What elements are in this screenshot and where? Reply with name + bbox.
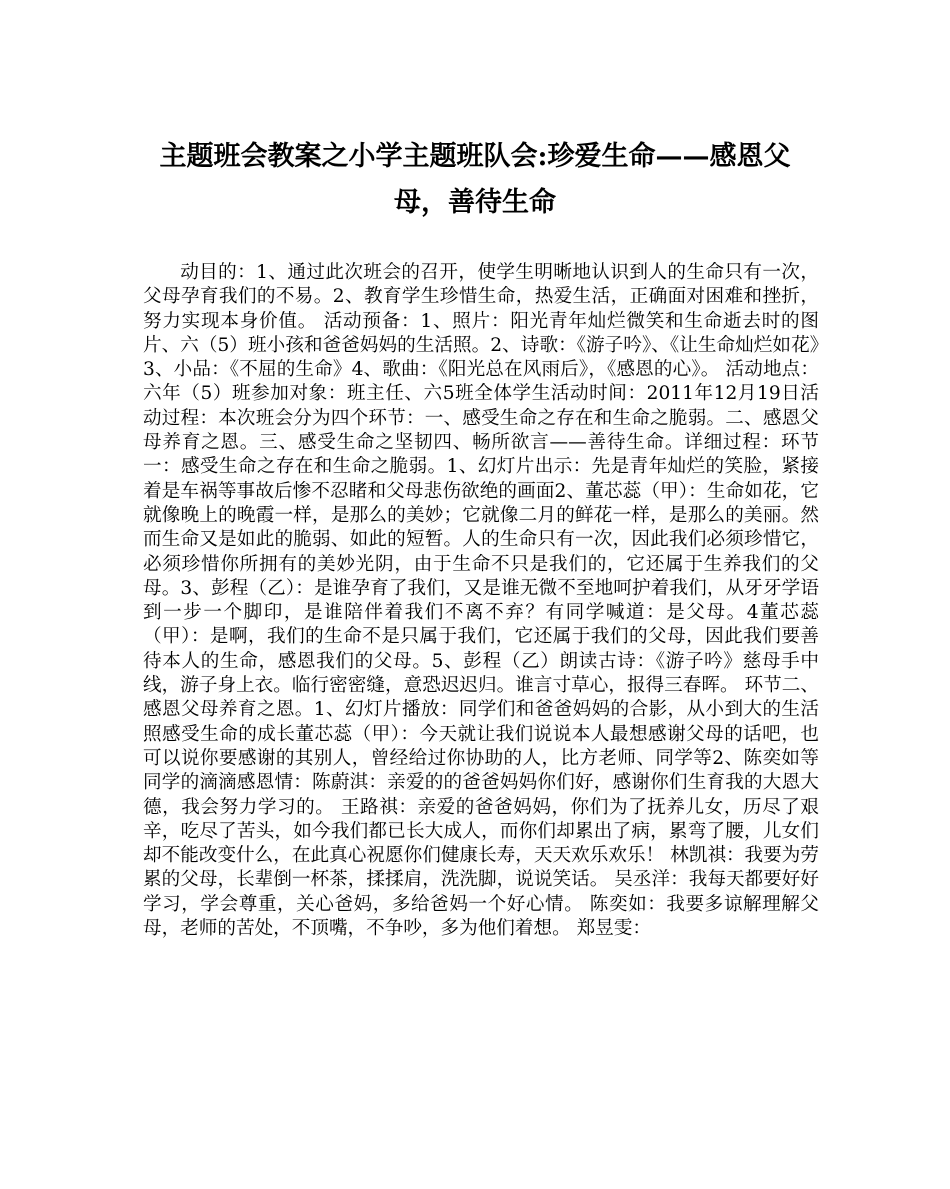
document-title: 主题班会教案之小学主题班队会:珍爱生命——感恩父母，善待生命 (159, 141, 791, 218)
document-body: 动目的：1、通过此次班会的召开，使学生明晰地认识到人的生命只有一次，父母孕育我们的不易。2、教育学生珍惜生命，热爱生活，正确面对困难和挫折，努力实现本身价值。 活动预备：1、照片：阳光青年灿烂微笑和生命逝去时的图片、六（5）班小孩和爸爸妈妈的生活照。2、诗歌：《游子吟》、《让生命灿烂如花》3、小品：《不屈的生命》4、歌曲：《阳光总在风雨后》，《感恩的心》。 活动地点：六年（5）班参加对象：班主任、六5班全体学生活动时间：2011年12月19日活动过程：本次班会分为四个环节：一、感受生命之存在和生命之脆弱。二、感恩父母养育之恩。三、感受生命之坚韧四、畅所欲言——善待生命。详细过程：环节一：感受生命之存在和生命之脆弱。1、幻灯片出示：先是青年灿烂的笑脸，紧接着是车祸等事故后惨不忍睹和父母悲伤欲绝的画面2、董芯蕊（甲）：生命如花，它就像晚上的晚霞一样，是那么的美妙；它就像二月的鲜花一样，是那么的美丽。然而生命又是如此的脆弱、如此的短暂。人的生命只有一次，因此我们必须珍惜它，必须珍惜你所拥有的美妙光阴，由于生命不只是我们的，它还属于生养我们的父母。3、彭程（乙）：是谁孕育了我们，又是谁无微不至地呵护着我们，从牙牙学语到一步一个脚印，是谁陪伴着我们不离不弃？有同学喊道：是父母。4董芯蕊（甲）：是啊，我们的生命不是只属于我们，它还属于我们的父母，因此我们要善待本人的生命，感恩我们的父母。5、彭程（乙）朗读古诗：《游子吟》慈母手中线，游子身上衣。临行密密缝，意恐迟迟归。谁言寸草心，报得三春晖。 环节二、感恩父母养育之恩。1、幻灯片播放：同学们和爸爸妈妈的合影，从小到大的生活照感受生命的成长董芯蕊（甲）：今天就让我们说说本人最想感谢父母的话吧，也可以说你要感谢的其别人，曾经给过你协助的人，比方老师、同学等2、陈奕如等同学的滴滴感恩情：陈蔚淇：亲爱的的爸爸妈妈你们好，感谢你们生育我的大恩大德，我会努力学习的。 王路祺：亲爱的爸爸妈妈，你们为了抚养儿女，历尽了艰辛，吃尽了苦头，如今我们都已长大成人，而你们却累出了病，累弯了腰，儿女们却不能改变什么，在此真心祝愿你们健康长寿，天天欢乐欢乐！ 林凯祺：我要为劳累的父母，长辈倒一杯茶，揉揉肩，洗洗脚，说说笑话。 吴丞洋：我每天都要好好学习，学会尊重，关心爸妈，多给爸妈一个好心情。 陈奕如：我要多谅解理解父母，老师的苦处，不顶嘴，不争吵，多为他们着想。 郑昱雯： (143, 262, 819, 940)
